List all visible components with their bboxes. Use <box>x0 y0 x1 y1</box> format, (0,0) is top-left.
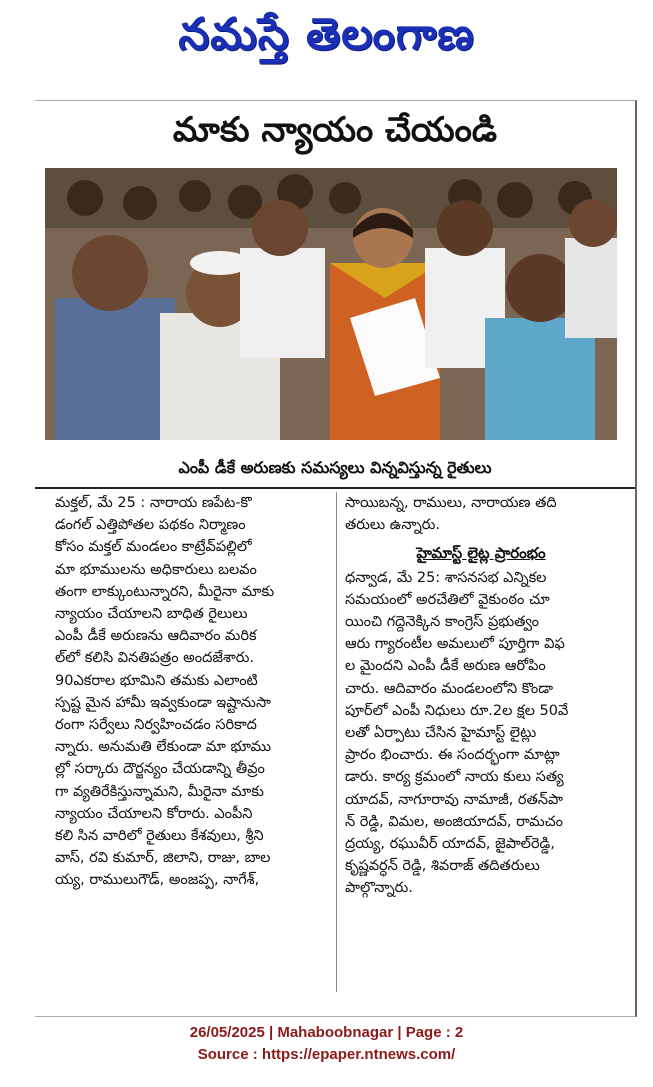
masthead <box>0 0 653 80</box>
newspaper-title: నమస్తే తెలంగాణ <box>178 9 475 60</box>
article-body-right-bottom: ధన్వాడ, మే 25: శాసనసభ ఎన్నికల సమయంలో అరచేతిలో వైకుంఠం చూ యించి గద్దెనెక్కిన కాంగ్రెస్ ప్రభుత్వం ఆరు గ్యారంటీల అమలులో పూర్తిగా విఫ ల మైందని ఎంపీ డీకే అరుణ ఆరోపిం చారు. ఆదివారం మండలంలోని కొండా పూర్‌లో ఎంపీ నిధులు రూ.2ల క్షల 50వే లతో ఏర్పాటు చేసిన హైమాస్ట్ లైట్లు ప్రారం భించారు. ఈ సందర్భంగా మాట్లా డారు. కార్య క్రమంలో నాయ కులు సత్య యాదవ్, నాగూరావు నామాజీ, రతన్‌పా న్ రెడ్డి, విమల, అంజియాదవ్, రామచం ద్రయ్య, రఘువీర్ యాదవ్, జైపాల్‌రెడ్డి, కృష్ణవర్ధన్ రెడ్డి, శివరాజ్ తదితరులు పాల్గొన్నారు. <box>345 569 569 897</box>
news-photo-illustration <box>45 168 617 440</box>
photo-caption: ఎంపీ డీకే అరుణకు సమస్యలు విన్నవిస్తున్న రైతులు <box>178 457 492 477</box>
article-headline: మాకు న్యాయం చేయండి <box>172 110 498 150</box>
footer-source: Source : https://epaper.ntnews.com/ <box>197 1046 456 1063</box>
article-subheading: హైమాస్ట్ లైట్ల ప్రారంభం <box>416 544 546 563</box>
article-body-right-top: సాయిబన్న, రాములు, నారాయణ తది తరులు ఉన్నారు. <box>345 495 557 534</box>
article-body-left: మక్తల్, మే 25 : నారాయ ణపేట-కొ డంగల్ ఎత్తిపోతల పథకం నిర్మాణం కోసం మక్తల్ మండలం కాట్రేవ్‌పల్లిలో మా భూములను అధికారులు బలవం తంగా లాక్కుంటున్నారని, మీరైనా మాకు న్యాయం చేయాలని బాధిత రైలులు ఎంపీ డీకే అరుణను ఆదివారం మరిక ల్‌లో కలిసి వినతిపత్రం అందజేశారు. 90ఎకరాల భూమిని తమకు ఎలాంటి స్పష్ట మైన హామీ ఇవ్వకుండా ఇష్టానుసా రంగా సర్వేలు నిర్వహించడం సరికాద న్నారు. అనుమతి లేకుండా మా భూము ల్లో సర్కారు దౌర్జన్యం చేయడాన్ని తీవ్రం గా వ్యతిరేకిస్తున్నామని, మీరైనా మాకు న్యాయం చేయాలని కోరారు. ఎంపీని కలి సిన వారిలో రైతులు కేశవులు, శ్రీని వాస్, రవి కుమార్, జిలాని, రాజు, బాల య్య, రాములుగౌడ్, అంజప్ప, నాగేశ్, <box>55 495 275 889</box>
footer-date-edition: 26/05/2025 | Mahaboobnagar | Page : 2 <box>189 1024 464 1041</box>
article-column-left <box>55 492 330 892</box>
caption-divider <box>35 487 635 489</box>
article-column-right <box>345 492 617 900</box>
news-photo <box>45 168 617 440</box>
column-divider <box>336 492 337 992</box>
